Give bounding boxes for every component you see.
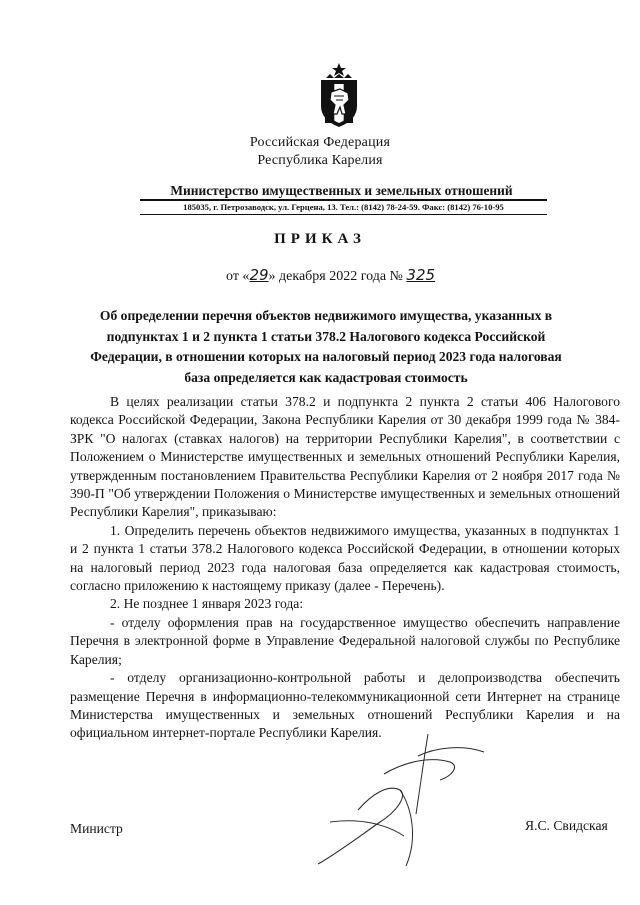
signer-position: Министр [70, 821, 123, 836]
republic-name: Республика Карелия [257, 153, 383, 168]
order-title: Об определении перечня объектов недвижимого имущества, указанных в подпунктах 1 и 2 пункта 1 статьи 378.2 Налогового кодекса Российской Федерации, в отношении которых на налоговый период 2023 года налоговая база определяется как кадастровая стоимость [90, 308, 562, 385]
order-day: 29 [249, 266, 269, 284]
order-date-line [226, 266, 435, 285]
ministry-address: 185035, г. Петрозаводск, ул. Герцена, 13. Тел.: (8142) 78-24-59. Факс: (8142) 76-10-95 [183, 202, 504, 212]
country-name: Российская Федерация [249, 135, 391, 150]
item-2-b: - отделу организационно-контрольной работы и делопроизводства обеспечить размещение Перечня в информационно-телекоммуникационной сети Интернет на странице Министерства имущественных и земельных отношений Республики Карелия и на официальном интернет-портале Республики Карелия. [70, 670, 620, 741]
item-1: 1. Определить перечень объектов недвижимого имущества, указанных в подпунктах 1 и 2 пункта 1 статьи 378.2 Налогового кодекса Российской Федерации, в отношении которых на налоговый период 2023 года налоговая база определяется как кадастровая стоимость, согласно приложению к настоящему приказу (далее - Перечень). [70, 522, 620, 594]
date-prefix: от « [226, 269, 250, 284]
header-rule-thick [140, 199, 547, 201]
preamble-paragraph: В целях реализации статьи 378.2 и подпункта 2 пункта 2 статьи 406 Налогового кодекса Российской Федерации, Закона Республики Карелия от 30 декабря 1999 года № 384-ЗРК "О налогах (ставках налогов) на территории Республики Карелия", в соответствии с Положением о Министерстве имущественных и земельных отношений Республики Карелия, утвержденным постановлением Правительства Республики Карелия от 2 ноября 2017 года № 390-П "Об утверждении Положения о Министерстве имущественных и земельных отношений Республики Карелия", приказываю: [70, 394, 620, 520]
handwritten-signature [300, 718, 530, 868]
karelia-coat-of-arms-icon [316, 62, 362, 128]
signer-name: Я.С. Свидская [525, 818, 608, 833]
document-type: ПРИКАЗ [274, 231, 366, 247]
ministry-name: Министерство имущественных и земельных отношений [170, 183, 513, 198]
date-middle: » декабря 2022 года № [268, 269, 407, 284]
item-2: 2. Не позднее 1 января 2023 года: [110, 596, 304, 612]
item-2-a: - отделу оформления прав на государственное имущество обеспечить направление Перечня в электронной форме в Управление Федеральной налоговой службы по Республике Карелия; [70, 614, 620, 667]
header-rule-thin [140, 214, 547, 215]
order-number: 325 [406, 266, 436, 284]
order-body [70, 393, 620, 743]
